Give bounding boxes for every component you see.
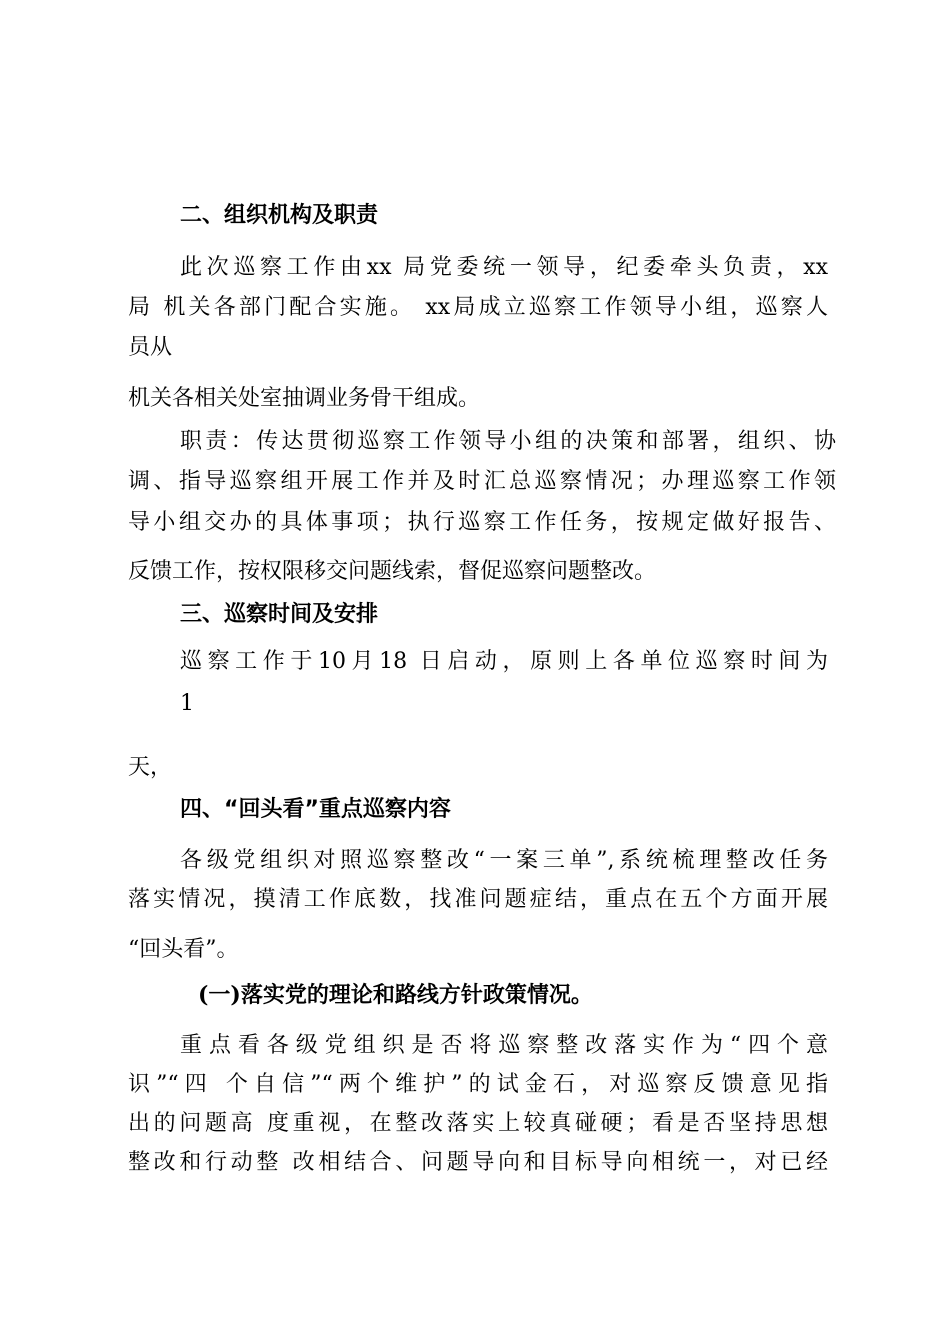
paragraph-line: 整改和行动整 改相结合、问题导向和目标导向相统一，对已经	[128, 1150, 828, 1175]
paragraph-line: 识”“四 个自信”“两个维护”的试金石，对巡察反馈意见指	[128, 1072, 828, 1097]
paragraph-line: 重点看各级党组织是否将巡察整改落实作为“四个意	[180, 1033, 828, 1058]
paragraph-line: 局 机关各部门配合实施。 xx局成立巡察工作领导小组，巡察人	[128, 295, 828, 320]
section-4-heading: 四、“回头看”重点巡察内容	[180, 797, 451, 822]
paragraph-line: “回头看”。	[128, 937, 239, 962]
paragraph-line: 各级党组织对照巡察整改“一案三单”,系统梳理整改任务	[180, 848, 828, 873]
paragraph-line: 调、指导巡察组开展工作并及时汇总巡察情况；办理巡察工作领	[128, 469, 836, 494]
paragraph-line: 机关各相关处室抽调业务骨干组成。	[128, 386, 481, 411]
paragraph-line: 落实情况，摸清工作底数，找准问题症结，重点在五个方面开展	[128, 887, 828, 912]
paragraph-line: 导小组交办的具体事项；执行巡察工作任务，按规定做好报告、	[128, 510, 836, 535]
paragraph-line: 员从	[128, 335, 173, 360]
section-2-heading: 二、组织机构及职责	[180, 203, 379, 228]
subsection-1-heading: (一)落实党的理论和路线方针政策情况。	[198, 982, 593, 1008]
paragraph-line: 天，	[128, 755, 173, 780]
paragraph-line: 反馈工作，按权限移交问题线索，督促巡察问题整改。	[128, 559, 657, 584]
paragraph-line: 巡察工作于10月18 日启动，原则上各单位巡察时间为	[180, 649, 828, 674]
section-3-heading: 三、巡察时间及安排	[180, 602, 379, 627]
paragraph-line: 此次巡察工作由xx 局党委统一领导，纪委牵头负责，xx	[180, 255, 828, 280]
paragraph-line: 出的问题高 度重视，在整改落实上较真碰硬；看是否坚持思想	[128, 1111, 828, 1136]
paragraph-line: 职责：传达贯彻巡察工作领导小组的决策和部署，组织、协	[180, 429, 836, 454]
paragraph-line: 1	[180, 691, 194, 716]
